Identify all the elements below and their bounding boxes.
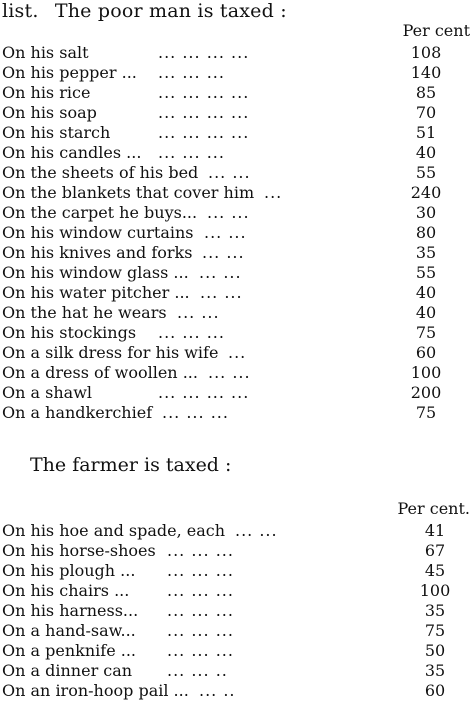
tax-row <box>0 403 472 423</box>
dot-leaders: ... ... <box>235 521 278 540</box>
tax-percent-value: 108 <box>410 43 442 62</box>
tax-row <box>0 63 472 83</box>
tax-percent-value: 100 <box>410 363 442 382</box>
dot-leaders: ... ... <box>202 243 245 262</box>
dot-leaders: ... ... ... <box>158 143 225 162</box>
tax-percent-value: 75 <box>415 403 437 422</box>
dot-leaders: ... ... ... ... <box>158 103 250 122</box>
tax-row <box>0 143 472 163</box>
dot-leaders: ... ... ... ... <box>158 383 250 402</box>
tax-item-label: On his starch <box>2 123 111 142</box>
dot-leaders: ... ... <box>200 283 243 302</box>
tax-row <box>0 581 472 601</box>
tax-item-label: On his hoe and spade, each <box>2 521 226 540</box>
tax-percent-value: 60 <box>424 681 446 700</box>
tax-item-label: On a penknife ... <box>2 641 136 660</box>
dot-leaders: ... ... <box>208 163 251 182</box>
tax-item-label: On his harness... <box>2 601 139 620</box>
tax-percent-value: 35 <box>424 601 446 620</box>
tax-percent-value: 140 <box>410 63 442 82</box>
tax-item-label: On a dress of woollen ... <box>2 363 198 382</box>
tax-item-label: On his salt <box>2 43 89 62</box>
dot-leaders: ... ... ... <box>167 601 234 620</box>
heading-text: The poor man is taxed : <box>54 0 287 22</box>
tax-item-label: On a handkerchief <box>2 403 153 422</box>
tax-percent-value: 50 <box>424 641 446 660</box>
tax-percent-value: 60 <box>415 343 437 362</box>
dot-leaders: ... ... ... <box>167 641 234 660</box>
tax-percent-value: 67 <box>424 541 446 560</box>
tax-item-label: On his window curtains <box>2 223 194 242</box>
tax-item-label: On his pepper ... <box>2 63 137 82</box>
tax-percent-value: 41 <box>424 521 446 540</box>
tax-percent-value: 70 <box>415 103 437 122</box>
tax-item-label: On a silk dress for his wife <box>2 343 219 362</box>
tax-item-label: On the carpet he buys... <box>2 203 198 222</box>
tax-row <box>0 263 472 283</box>
dot-leaders: ... ... <box>208 363 251 382</box>
tax-item-label: On an iron-hoop pail ... <box>2 681 189 700</box>
tax-percent-value: 40 <box>415 283 437 302</box>
dot-leaders: ... ... ... <box>162 403 229 422</box>
dot-leaders: ... ... <box>207 203 250 222</box>
tax-item-label: On his rice <box>2 83 91 102</box>
dot-leaders: ... ... ... <box>167 621 234 640</box>
tax-row <box>0 343 472 363</box>
tax-percent-value: 75 <box>415 323 437 342</box>
tax-row <box>0 383 472 403</box>
poor-man-tax-list <box>0 43 472 423</box>
dot-leaders: ... .. <box>199 681 236 700</box>
tax-row <box>0 243 472 263</box>
tax-row <box>0 43 472 63</box>
tax-row <box>0 681 472 701</box>
tax-row <box>0 183 472 203</box>
tax-item-label: On a hand-saw... <box>2 621 136 640</box>
dot-leaders: ... ... ... <box>158 63 225 82</box>
dot-leaders: ... ... ... ... <box>158 43 250 62</box>
tax-item-label: On a dinner can <box>2 661 133 680</box>
tax-row <box>0 83 472 103</box>
dot-leaders: ... ... ... <box>167 561 234 580</box>
farmer-tax-list <box>0 521 472 701</box>
tax-row <box>0 163 472 183</box>
tax-percent-value: 80 <box>415 223 437 242</box>
tax-item-label: On his soap <box>2 103 97 122</box>
tax-percent-value: 240 <box>410 183 442 202</box>
tax-item-label: On his chairs ... <box>2 581 130 600</box>
dot-leaders: ... ... ... <box>167 541 234 560</box>
per-cent-header-1: Per cent <box>402 21 470 40</box>
tax-item-label: On his window glass ... <box>2 263 189 282</box>
tax-row <box>0 283 472 303</box>
tax-percent-value: 35 <box>424 661 446 680</box>
tax-row <box>0 103 472 123</box>
tax-percent-value: 40 <box>415 143 437 162</box>
tax-item-label: On the blankets that cover him <box>2 183 255 202</box>
heading-intro: list. <box>2 0 39 22</box>
poor-man-heading <box>2 0 287 22</box>
dot-leaders: ... ... ... <box>167 581 234 600</box>
tax-percent-value: 200 <box>410 383 442 402</box>
dot-leaders: ... ... ... <box>158 323 225 342</box>
tax-percent-value: 35 <box>415 243 437 262</box>
tax-percent-value: 75 <box>424 621 446 640</box>
dot-leaders: ... <box>264 183 283 202</box>
dot-leaders: ... <box>228 343 247 362</box>
tax-percent-value: 55 <box>415 163 437 182</box>
tax-percent-value: 100 <box>419 581 451 600</box>
tax-row <box>0 223 472 243</box>
tax-item-label: On his plough ... <box>2 561 136 580</box>
tax-row <box>0 123 472 143</box>
tax-item-label: On his horse-shoes <box>2 541 156 560</box>
tax-item-label: On his water pitcher ... <box>2 283 190 302</box>
tax-percent-value: 85 <box>415 83 437 102</box>
tax-row <box>0 661 472 681</box>
tax-row <box>0 601 472 621</box>
tax-row <box>0 621 472 641</box>
tax-percent-value: 40 <box>415 303 437 322</box>
tax-item-label: On his candles ... <box>2 143 142 162</box>
dot-leaders: ... ... ... ... <box>158 83 250 102</box>
tax-row <box>0 323 472 343</box>
tax-row <box>0 363 472 383</box>
tax-item-label: On his stockings <box>2 323 137 342</box>
tax-percent-value: 55 <box>415 263 437 282</box>
per-cent-header-2: Per cent. <box>397 499 470 518</box>
tax-item-label: On a shawl <box>2 383 92 402</box>
tax-row <box>0 641 472 661</box>
tax-row <box>0 561 472 581</box>
farmer-heading: The farmer is taxed : <box>30 454 232 476</box>
tax-row <box>0 541 472 561</box>
dot-leaders: ... ... <box>204 223 247 242</box>
tax-row <box>0 203 472 223</box>
tax-item-label: On his knives and forks <box>2 243 193 262</box>
dot-leaders: ... ... <box>177 303 220 322</box>
tax-row <box>0 303 472 323</box>
tax-percent-value: 45 <box>424 561 446 580</box>
dot-leaders: ... ... ... ... <box>158 123 250 142</box>
tax-percent-value: 30 <box>415 203 437 222</box>
tax-row <box>0 521 472 541</box>
tax-item-label: On the hat he wears <box>2 303 167 322</box>
dot-leaders: ... ... .. <box>167 661 228 680</box>
dot-leaders: ... ... <box>199 263 242 282</box>
tax-item-label: On the sheets of his bed <box>2 163 199 182</box>
tax-percent-value: 51 <box>415 123 437 142</box>
